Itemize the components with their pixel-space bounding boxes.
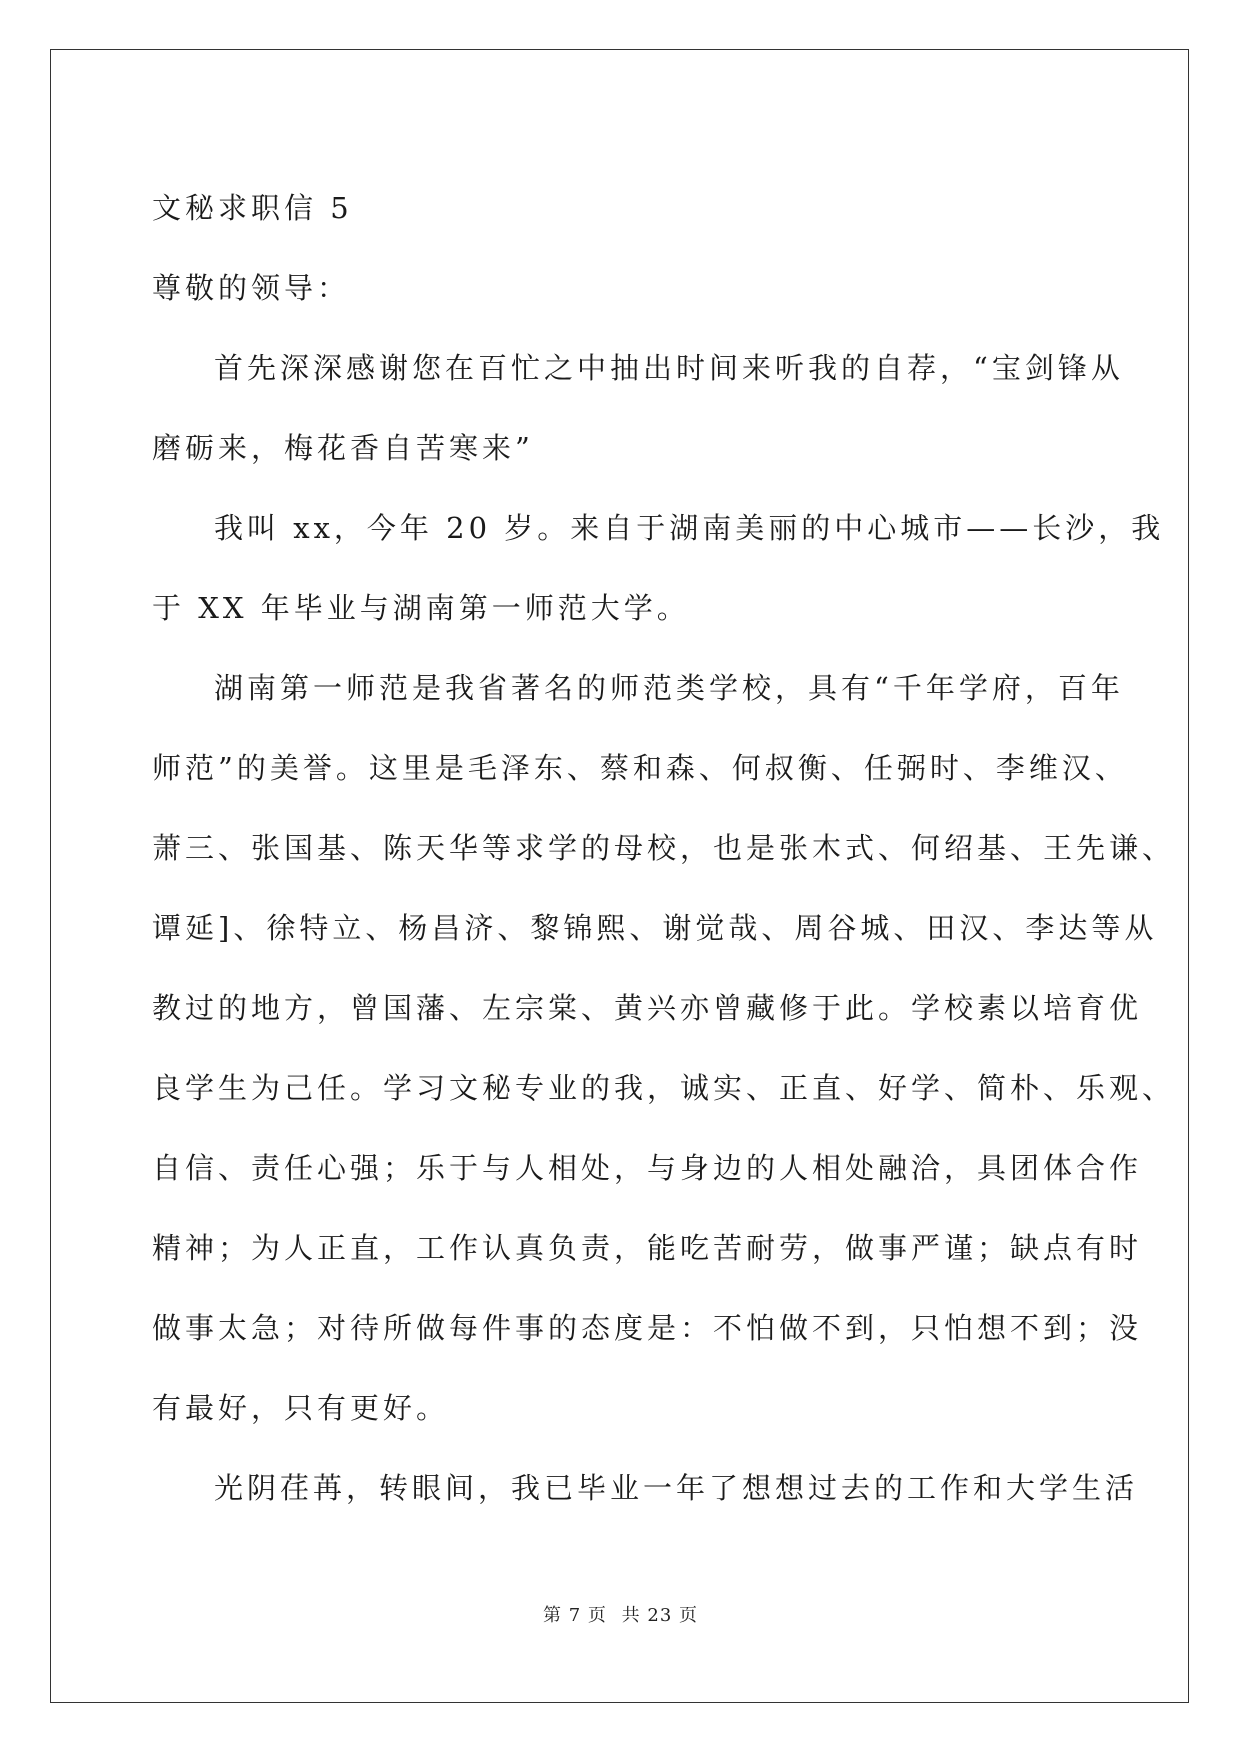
text-line: 我叫 xx，今年 20 岁。来自于湖南美丽的中心城市——长沙，我	[214, 511, 1165, 545]
document-title: 文秘求职信 5	[152, 191, 353, 225]
page-footer	[0, 1601, 1241, 1627]
text-line: 光阴荏苒，转眼间，我已毕业一年了想想过去的工作和大学生活	[214, 1471, 1139, 1505]
text-line: 自信、责任心强；乐于与人相处，与身边的人相处融洽，具团体合作	[152, 1151, 1143, 1185]
text-line: 首先深深感谢您在百忙之中抽出时间来听我的自荐，“宝剑锋从	[214, 351, 1124, 385]
text-line: 良学生为己任。学习文秘专业的我，诚实、正直、好学、简朴、乐观、	[152, 1071, 1176, 1105]
text-line: 有最好，只有更好。	[152, 1391, 450, 1425]
text-line: 于 XX 年毕业与湖南第一师范大学。	[152, 591, 690, 625]
document-body	[152, 158, 1176, 1528]
page-total: 共 23 页	[621, 1605, 698, 1626]
text-line: 谭延]、徐特立、杨昌济、黎锦熙、谢觉哉、周谷城、田汉、李达等从	[152, 911, 1158, 945]
text-line: 萧三、张国基、陈天华等求学的母校，也是张木式、何绍基、王先谦、	[152, 831, 1176, 865]
text-line: 教过的地方，曾国藩、左宗棠、黄兴亦曾藏修于此。学校素以培育优	[152, 991, 1143, 1025]
text-line: 湖南第一师范是我省著名的师范类学校，具有“千年学府，百年	[214, 671, 1124, 705]
text-line: 精神；为人正直，工作认真负责，能吃苦耐劳，做事严谨；缺点有时	[152, 1231, 1143, 1265]
page-number: 第 7 页	[543, 1605, 607, 1626]
text-line: 做事太急；对待所做每件事的态度是：不怕做不到，只怕想不到；没	[152, 1311, 1143, 1345]
text-line: 师范”的美誉。这里是毛泽东、蔡和森、何叔衡、任弼时、李维汉、	[152, 751, 1128, 785]
salutation: 尊敬的领导：	[152, 271, 351, 305]
text-line: 磨砺来，梅花香自苦寒来”	[152, 431, 534, 465]
